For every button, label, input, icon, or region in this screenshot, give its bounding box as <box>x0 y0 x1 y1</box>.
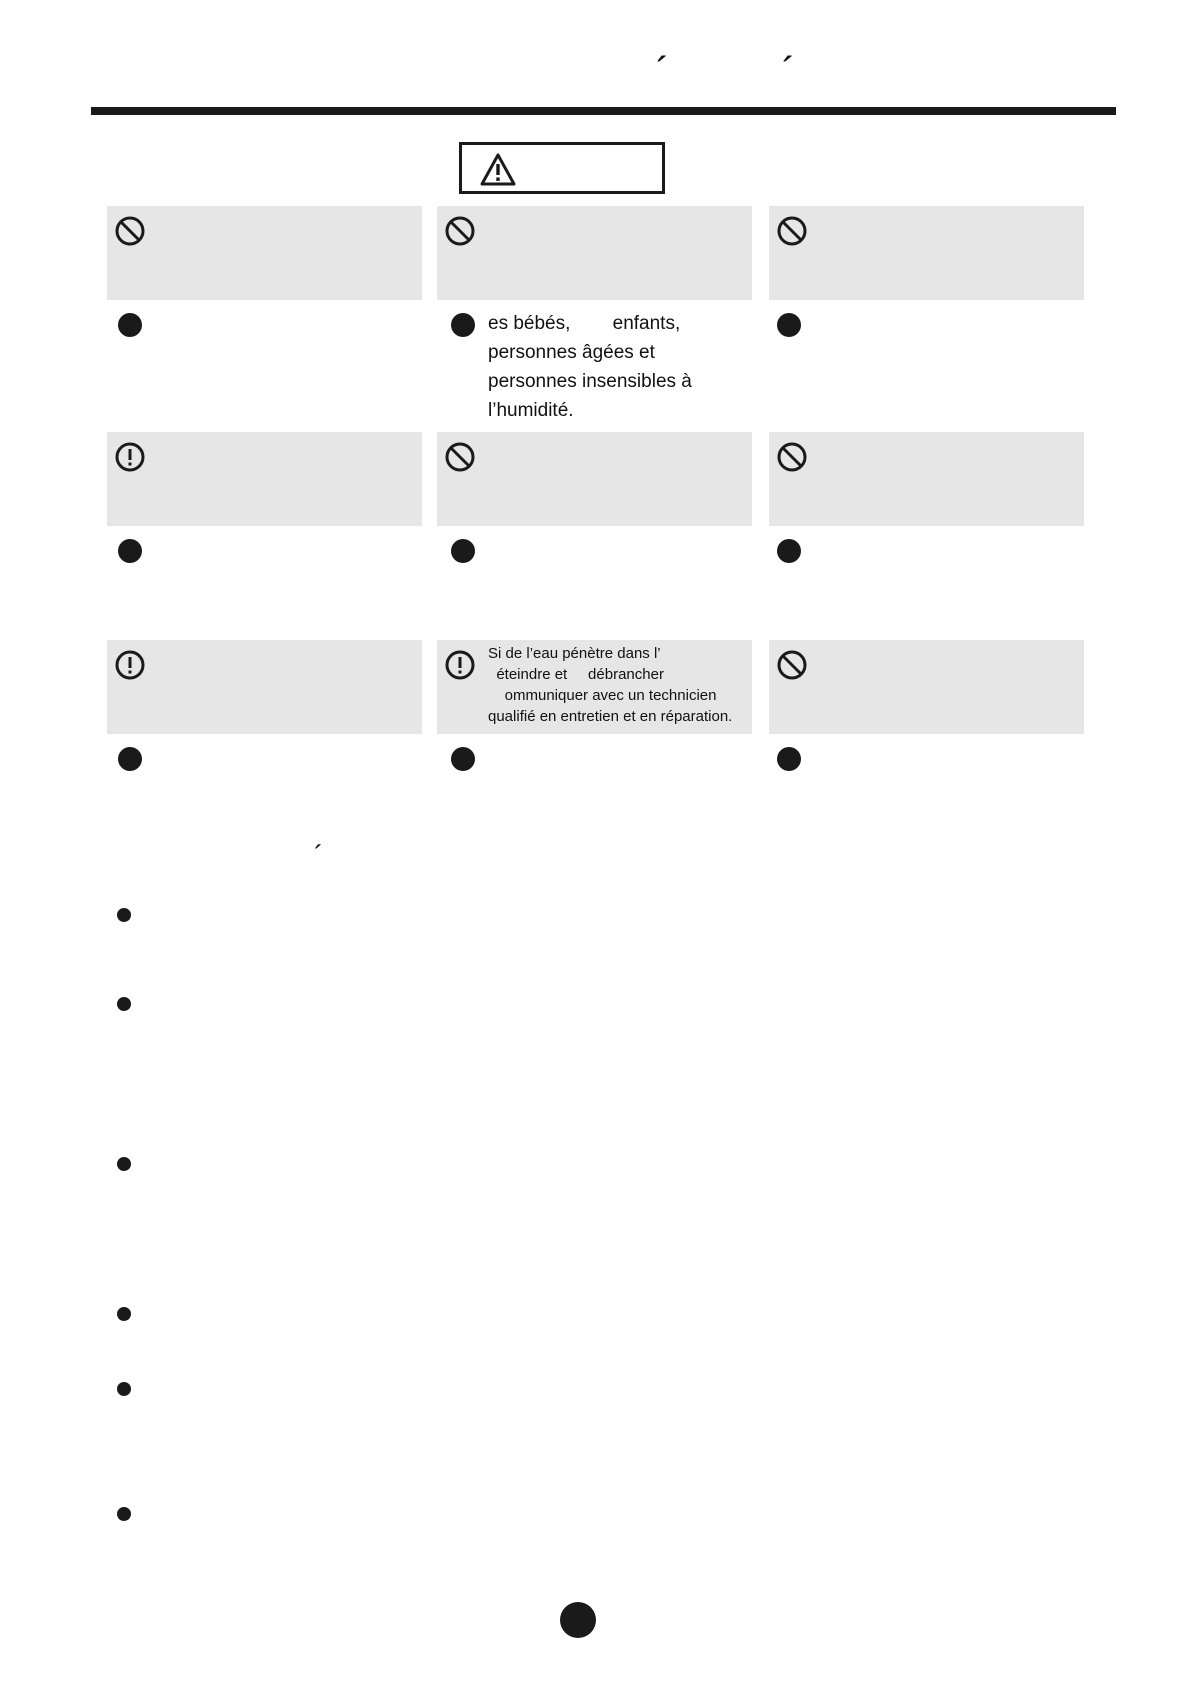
header-rule <box>91 107 1116 115</box>
list-bullet-5 <box>117 1382 131 1396</box>
caution-box <box>459 142 665 194</box>
text-line: Si de l’eau pénètre dans l’ <box>488 645 661 662</box>
caution-panel-r1-c3 <box>769 206 1084 300</box>
caution-panel-r1-c1 <box>107 206 422 300</box>
text-line: l’humidité. <box>488 400 574 421</box>
text-line: qualifié en entretien et en réparation. <box>488 708 733 725</box>
prohibition-icon <box>444 215 476 247</box>
prohibition-icon <box>776 215 808 247</box>
warning-triangle-icon <box>480 153 516 187</box>
text-line: personnes insensibles à <box>488 371 692 392</box>
caution-panel-r3-c2 <box>437 640 752 734</box>
bullet-r1-c1 <box>118 313 142 337</box>
caution-panel-r3-c1 <box>107 640 422 734</box>
list-bullet-3 <box>117 1157 131 1171</box>
bullet-r3-c2 <box>451 747 475 771</box>
prohibition-icon <box>776 441 808 473</box>
row3-middle-text <box>488 643 732 727</box>
exclamation-icon <box>114 649 146 681</box>
list-bullet-6 <box>117 1507 131 1521</box>
row1-middle-text <box>488 309 728 425</box>
page-number-disc <box>560 1602 596 1638</box>
bullet-r2-c3 <box>777 539 801 563</box>
header-accent-right: ´ <box>782 50 796 94</box>
list-bullet-2 <box>117 997 131 1011</box>
prohibition-icon <box>444 441 476 473</box>
caution-panel-r2-c1 <box>107 432 422 526</box>
bullet-r2-c2 <box>451 539 475 563</box>
bullet-r1-c3 <box>777 313 801 337</box>
caution-panel-r2-c3 <box>769 432 1084 526</box>
list-bullet-1 <box>117 908 131 922</box>
text-line: personnes âgées et <box>488 342 655 363</box>
list-bullet-4 <box>117 1307 131 1321</box>
text-line: ommuniquer avec un technicien <box>488 687 717 704</box>
caution-panel-r2-c2 <box>437 432 752 526</box>
caution-panel-r1-c2 <box>437 206 752 300</box>
exclamation-icon <box>444 649 476 681</box>
caution-panel-r3-c3 <box>769 640 1084 734</box>
section-accent-mark: ´ <box>314 840 324 871</box>
bullet-r3-c3 <box>777 747 801 771</box>
bullet-r2-c1 <box>118 539 142 563</box>
text-line: es bébés, enfants, <box>488 313 681 334</box>
text-line: éteindre et débrancher <box>488 666 664 683</box>
bullet-r3-c1 <box>118 747 142 771</box>
prohibition-icon <box>114 215 146 247</box>
header-accent-left: ´ <box>656 50 670 94</box>
prohibition-icon <box>776 649 808 681</box>
bullet-r1-c2 <box>451 313 475 337</box>
exclamation-icon <box>114 441 146 473</box>
